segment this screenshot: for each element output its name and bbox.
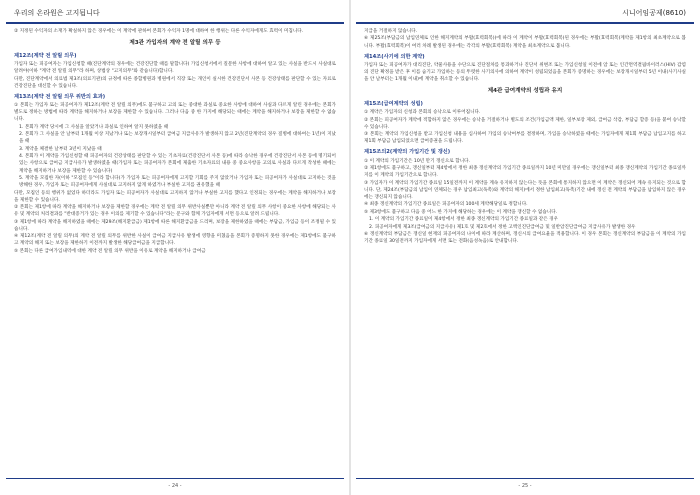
page-number: - 25 - <box>512 483 537 489</box>
section-title: 제4관 급여계약의 성립과 유지 <box>487 88 563 95</box>
paragraph: 2. 피공여자에게 제3조(급여금의 지급사유) 제1호 및 제2호에서 정한 고액인진단급여금 및 일반암진단급여금 지급사유가 발생한 경우 <box>369 224 636 230</box>
article-body <box>14 102 336 255</box>
page-header <box>356 6 694 20</box>
paragraph: 1. 본회가 계약 당시에 그 사실을 알았거나 과실로 인하여 알지 못하였을 때 <box>19 124 169 130</box>
article-title: 제14조(사기에 의한 계약) <box>364 53 425 60</box>
paragraph: ④ 최종 갱신계약의 가입기간 종료일은 피공여자의 100세 계약해당일로 정합니다. <box>364 202 528 208</box>
article-body <box>364 158 686 246</box>
paragraph: ① 계약은 가입자의 신청과 본회의 승낙으로 이루어집니다. <box>364 110 481 116</box>
page-header <box>6 6 344 20</box>
page-gutter <box>349 0 351 495</box>
header-rule <box>6 22 344 24</box>
paragraph: ⑤ 본회는 다른 급여가입내역에 대한 계약 전 알릴 의무 위반을 이유로 계약을 해지하거나 급여금 <box>14 248 206 254</box>
paragraph: 지급을 거절하지 않습니다. <box>364 29 418 34</box>
paragraph: ③ 본회는 계약의 가입신청을 받고 가입신청 내용을 심사하여 가입의 승낙여부를 결정하며, 가입을 승낙하였을 때에는 가입자에게 제1회 부담금 납입고지를 하고 제1회 부담금 납입되었으면 급여증권을 드립니다. <box>364 132 686 145</box>
footer-rule <box>6 478 344 479</box>
page-number: - 24 - <box>162 483 187 489</box>
article-body <box>364 109 686 145</box>
paragraph: ② 본회는 피공여자가 계약에 적합하지 않은 경우에는 승낙을 거절하거나 별도의 조건(가입금액 제한, 일부보장 제외, 급여금 삭감, 부담금 할증 등)을 붙여 승낙할 수 있습니다. <box>364 117 686 130</box>
page-body <box>14 28 336 473</box>
header-rule <box>356 22 694 24</box>
paragraph: 3. 계약을 체결한 날부터 3년이 지났을 때 <box>19 146 102 152</box>
header-text: 우리의 온라원은 고지됩니다 <box>14 9 100 17</box>
paragraph: ② 본회는 제1항에 따라 계약을 해지하거나 보장을 제한할 경우에는 계약 전 알릴 의무 위반사실뿐만 아니라 계약 전 알릴 의무 사항이 중요한 사항에 해당되는 사유 및 계약의 처리결과를 "반대증거가 있는 경우 이의를 제기할 수 있습니다"라는 문구와 함께 가입자에게 서면 등으로 알려 드립니다. <box>14 205 336 218</box>
paragraph: 가입자 또는 피공여자가 대리진단, 약물사용을 수단으로 진단절차를 통과하거나 진단서 위변조 또는 가입신청일 이전에 암 또는 인간면역결핍바이러스(HIV) 감염의 진단 확정을 받은 후 이를 숨기고 가입하는 등의 뚜렷한 사기의사에 의하여 계약이 성립되었음을 본회가 증명하는 경우에는 보장개시일부터 5년 이내(사기사실을 안 날부터는 1개월 이내)에 계약을 취소할 수 있습니다. <box>364 62 686 82</box>
paragraph: ② 지정된 수익자의 소재가 확실하지 않은 경우에는 이 계약에 관하여 본회가 수익자 1명에 대하여 한 행위는 다른 수익자에게도 효력이 미칩니다. <box>14 29 304 34</box>
article-title: 제15조의2(계약의 가입기간 및 갱신) <box>364 149 451 156</box>
paragraph: 4. 본회가 이 계약을 가입신청할 때 피공여자의 건강상태를 판단할 수 있는 기초자료(건강진단서 사본 등)에 따라 승낙한 경우에 건강진단서 사본 등에 명기되어 있는 사항으로 급여금 지급사유가 발생하였을 때(가입자 또는 피공여자가 본회에 제출한 기초자료의 내용 중 중요사항을 고의로 사실과 다르게 작성한 때에는 계약을 해지하거나 보장을 제한할 수 있습니다) <box>19 154 336 174</box>
paragraph: ④ 제12조(계약 전 알릴 의무)의 계약 전 알릴 의무를 위반한 사실이 급여금 지급사유 발생에 영향을 미쳤음을 본회가 증명하지 못한 경우에는 제1항에도 불구하고 계약의 해지 또는 보장을 제한하기 이전까지 발생한 해당급여금을 지급합니다. <box>14 234 336 247</box>
page-body <box>364 28 686 473</box>
paragraph: ① 이 계약의 가입기간은 10년 만기 갱신으로 합니다. <box>364 158 470 164</box>
paragraph: ⑥ 갱신계약의 부담금은 갱신일 현재의 피공여자의 나이에 따라 계산하며, 갱신시의 급여요율을 적용합니다. 이 경우 본회는 갱신계약의 부담금을 이 계약의 가입기간 종료일 30일전까지 가입자에게 서면 또는 전화(음성녹음)로 안내합니다. <box>364 232 686 245</box>
paragraph: 다만, 진단계약에서 의료법 제3조(의료기관)의 규정에 따른 종합병원과 병원에서 직장 또는 개인이 실시한 건강진단서 사본 등 건강상태를 판단할 수 있는 자료로 건강진단을 대신할 수 있습니다. <box>14 76 336 89</box>
article-title: 제13조(계약 전 알릴 의무 위반의 효과) <box>14 94 106 101</box>
page-footer <box>356 483 694 489</box>
top-lines <box>364 28 686 50</box>
top-lines <box>14 28 336 35</box>
paragraph: 다만, 모집인 등의 행위가 없었다 하더라도 가입자 또는 피공여자가 사실대로 고지하지 않거나 부실한 고지를 했다고 인정되는 경우에는 계약을 해지하거나 보장을 제한할 수 있습니다. <box>14 190 336 203</box>
article-body <box>364 62 686 83</box>
footer-rule <box>356 478 694 479</box>
right-page <box>356 0 694 495</box>
paragraph: 1. 이 계약의 가입기간 종료일이 제4항에서 정한 최종 갱신계약의 가입기간 종료일과 같은 경우 <box>369 217 559 223</box>
paragraph: 5. 계약을 모집한 자(이하 "모집인 등"이라 합니다)가 가입자 또는 피공여자에게 고지할 기회를 주지 않았거나 가입자 또는 피공여자가 사실대로 고지하는 것을 방해한 경우, 가입자 또는 피공여자에게 사실대로 고지하지 않게 하였거나 부실한 고지를 권유했을 때 <box>19 176 336 189</box>
article-body <box>14 61 336 90</box>
paragraph: 2. 본회가 그 사실을 안 날부터 1개월 이상 지났거나 또는 보장개시일부터 급여금 지급사유가 발생하지 않고 2년(진단계약의 경우 질병에 대하여는 1년)이 지났을 때 <box>19 132 336 145</box>
paragraph: ③ 가입자가 이 계약의 가입기간 종료일 15일전까지 이 계약을 계속 유지하지 않는다는 뜻을 본회에 통지하지 않으면 이 계약은 갱신되어 계속 유지되는 것으로 합니다. 단, 제24조(부담금의 납입이 연체되는 경우 납입최고(독촉)와 계약의 해지)에서 정한 납입최고(독촉)기간 내에 갱신 전 계약의 부담금을 납입하지 않은 경우에는 갱신되지 않습니다. <box>364 180 686 200</box>
article-title: 제12조(계약 전 알릴 의무) <box>14 53 77 60</box>
paragraph: ⑤ 제3항에도 불구하고 다음 중 어느 한 가지에 해당하는 경우에는 이 계약을 갱신할 수 없습니다. <box>364 209 558 215</box>
paragraph: 가입자 또는 피공여자는 가입신청할 때(진단계약의 경우에는 건강진단할 때를 말합니다) 가입신청서에서 질문한 사항에 대하여 알고 있는 사실을 반드시 사실대로 알려야(이하 "계약 전 알릴 의무"라 하며, 상법상 "고지의무"와 같습니다)합니다. <box>14 62 336 75</box>
header-text: 시니어임공제(8610) <box>622 9 686 17</box>
page-footer <box>6 483 344 489</box>
paragraph: ③ 제1항에 따라 계약을 해지하였을 때에는 제29조(해지환급금) 제1항에 따른 해지환급금을 드리며, 보장을 제한하였을 때에는 부담금, 가입금 등이 조정될 수 있습니다. <box>14 219 336 232</box>
paragraph: ① 본회는 가입자 또는 피공여자가 제12조(계약 전 알릴 의무)에도 불구하고 고의 또는 중대한 과실로 중요한 사항에 대하여 사실과 다르게 알린 경우에는 본회가 별도로 정하는 방법에 따라 계약을 해지하거나 보장을 제한할 수 있습니다. 그러나 다음 중 한 가지에 해당되는 때에는 계약을 해지하거나 보장을 제한할 수 없습니다. <box>14 103 336 123</box>
paragraph: ⑥ 제25조(부담금의 납입연체로 인한 해지계약의 부활(효력회복))에 따라 이 계약이 부활(효력회복)된 경우에는 부활(효력회복)계약을 제1항의 최초계약으로 봅니다. 부활(효력회복)이 여러 차례 발생된 경우에는 각각의 부활(효력회복) 계약을 최초계약으로 봅니다. <box>364 36 686 49</box>
article-title: 제15조(급여계약의 성립) <box>364 101 423 108</box>
paragraph: ② 제1항에도 불구하고, 갱신일부터 제4항에서 정한 최종 갱신계약의 가입기간 종료일까지 10년 미만일 경우에는 갱신일부터 최종 갱신계약의 가입기간 종료일까지를 이 계약의 가입기간으로 합니다. <box>364 166 686 179</box>
section-title: 제3관 가입자의 계약 전 알릴 의무 등 <box>129 40 221 47</box>
left-page <box>6 0 344 495</box>
